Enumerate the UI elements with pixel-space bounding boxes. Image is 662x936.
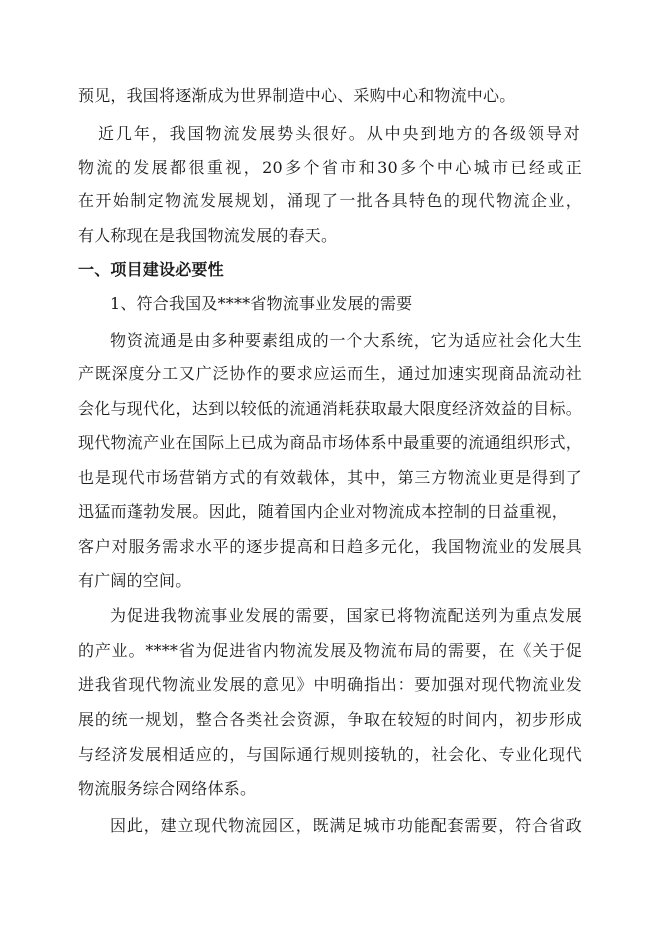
paragraph-line: 迅猛而蓬勃发展。因此，随着国内企业对物流成本控制的日益重视，: [78, 502, 568, 521]
paragraph-line: 在开始制定物流发展规划，涌现了一批各具特色的现代物流企业，: [78, 191, 582, 210]
paragraph-line: 现代物流产业在国际上已成为商品市场体系中最重要的流通组织形式，: [78, 433, 582, 452]
paragraph-line: 物流服务综合网络体系。: [78, 779, 257, 798]
paragraph-line: 预见，我国将逐渐成为世界制造中心、采购中心和物流中心。: [78, 86, 516, 105]
paragraph-line: 的产业。****省为促进省内物流发展及物流布局的需要，在《关于促: [78, 641, 582, 660]
paragraph-line: 有广阔的空间。: [78, 571, 192, 590]
subsection-heading: 1、符合我国及****省物流事业发展的需要: [110, 294, 413, 313]
section-heading: 一、项目建设必要性: [78, 260, 224, 279]
paragraph-line: 也是现代市场营销方式的有效载体，其中，第三方物流业更是得到了: [78, 468, 582, 487]
paragraph-line: 展的统一规划，整合各类社会资源，争取在较短的时间内，初步形成: [78, 710, 582, 729]
paragraph-line: 近几年，我国物流发展势头很好。从中央到地方的各级领导对: [98, 124, 580, 143]
paragraph-line: 产既深度分工又广泛协作的要求应运而生，通过加速实现商品流动社: [78, 364, 582, 383]
paragraph-line: 进我省现代物流业发展的意见》中明确指出：要加强对现代物流业发: [78, 675, 582, 694]
paragraph-line: 物资流通是由多种要素组成的一个大系统，它为适应社会化大生: [110, 331, 582, 350]
paragraph-line: 因此，建立现代物流园区，既满足城市功能配套需要，符合省政: [110, 816, 582, 835]
paragraph-line: 与经济发展相适应的，与国际通行规则接轨的，社会化、专业化现代: [78, 745, 582, 764]
paragraph-line: 物流的发展都很重视，20多个省市和30多个中心城市已经或正: [78, 158, 582, 177]
paragraph-line: 客户对服务需求水平的逐步提高和日趋多元化，我国物流业的发展具: [78, 537, 582, 556]
paragraph-line: 为促进我物流事业发展的需要，国家已将物流配送列为重点发展: [110, 606, 582, 625]
paragraph-line: 会化与现代化，达到以较低的流通消耗获取最大限度经济效益的目标。: [78, 399, 582, 418]
paragraph-line: 有人称现在是我国物流发展的春天。: [78, 226, 338, 245]
